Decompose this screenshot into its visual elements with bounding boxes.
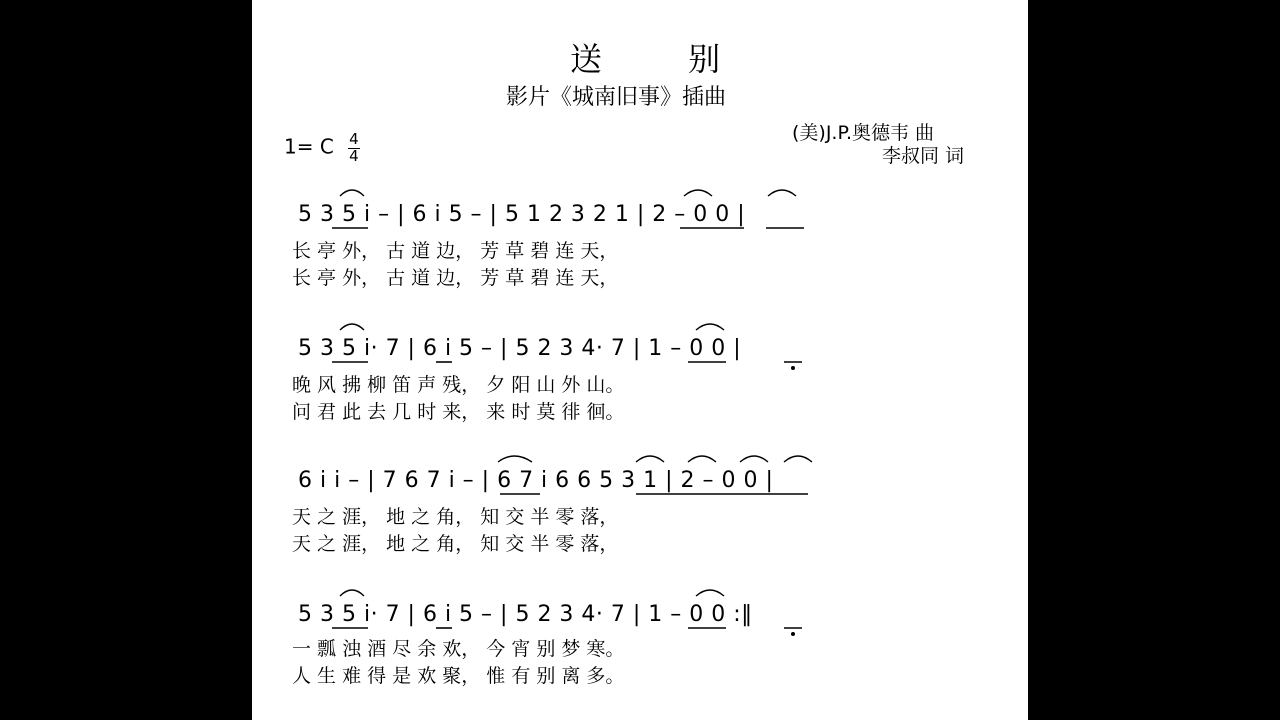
lyricist-credit: 李叔同 词 xyxy=(882,145,965,167)
slur xyxy=(696,324,724,330)
slur xyxy=(768,190,796,196)
slur xyxy=(684,190,712,196)
song-subtitle: 影片《城南旧事》插曲 xyxy=(506,85,727,110)
slur xyxy=(340,590,364,596)
notation-line-1: 5 3 5 i – | 6 i 5 – | 5 1 2 3 2 1 | 2 – 0 0 | xyxy=(298,202,746,227)
notation-line-3: 6 i i – | 7 6 7 i – | 6 7 i 6 6 5 3 1 | 2 – 0 0 | xyxy=(298,468,774,493)
slur xyxy=(696,590,724,596)
lyric-line-4-verse-2: 人 生 难 得 是 欢 聚， 惟 有 别 离 多。 xyxy=(292,665,625,687)
slur xyxy=(498,456,532,462)
lyric-line-3-verse-2: 天 之 涯， 地 之 角， 知 交 半 零 落， xyxy=(292,533,619,555)
slur xyxy=(636,456,664,462)
score-page xyxy=(252,0,1028,720)
time-signature-numerator: 4 xyxy=(349,130,359,148)
lyric-line-1-verse-1: 长 亭 外， 古 道 边， 芳 草 碧 连 天， xyxy=(292,240,619,262)
lyric-line-1-verse-2: 长 亭 外， 古 道 边， 芳 草 碧 连 天， xyxy=(292,267,619,289)
time-signature-denominator: 4 xyxy=(349,147,359,165)
slur xyxy=(340,324,364,330)
slur xyxy=(688,456,716,462)
notation-line-4: 5 3 5 i· 7 | 6 i 5 – | 5 2 3 4· 7 | 1 – 0 0 :‖ xyxy=(298,602,753,627)
key-signature xyxy=(284,132,360,164)
slur xyxy=(784,456,812,462)
dot-below xyxy=(791,632,795,636)
slur xyxy=(740,456,768,462)
key-label: 1= C xyxy=(284,134,334,159)
composer-credit: (美)J.P.奥德韦 曲 xyxy=(792,122,935,144)
notation-line-2: 5 3 5 i· 7 | 6 i 5 – | 5 2 3 4· 7 | 1 – 0 0 | xyxy=(298,336,742,361)
lyric-line-2-verse-1: 晚 风 拂 柳 笛 声 残， 夕 阳 山 外 山。 xyxy=(292,374,625,396)
lyric-line-2-verse-2: 问 君 此 去 几 时 来， 来 时 莫 徘 徊。 xyxy=(292,401,625,423)
song-title: 送 别 xyxy=(570,40,759,78)
slur xyxy=(340,190,364,196)
time-signature xyxy=(348,132,360,164)
dot-below xyxy=(791,366,795,370)
lyric-line-4-verse-1: 一 瓢 浊 酒 尽 余 欢， 今 宵 别 梦 寒。 xyxy=(292,638,625,660)
lyric-line-3-verse-1: 天 之 涯， 地 之 角， 知 交 半 零 落， xyxy=(292,506,619,528)
